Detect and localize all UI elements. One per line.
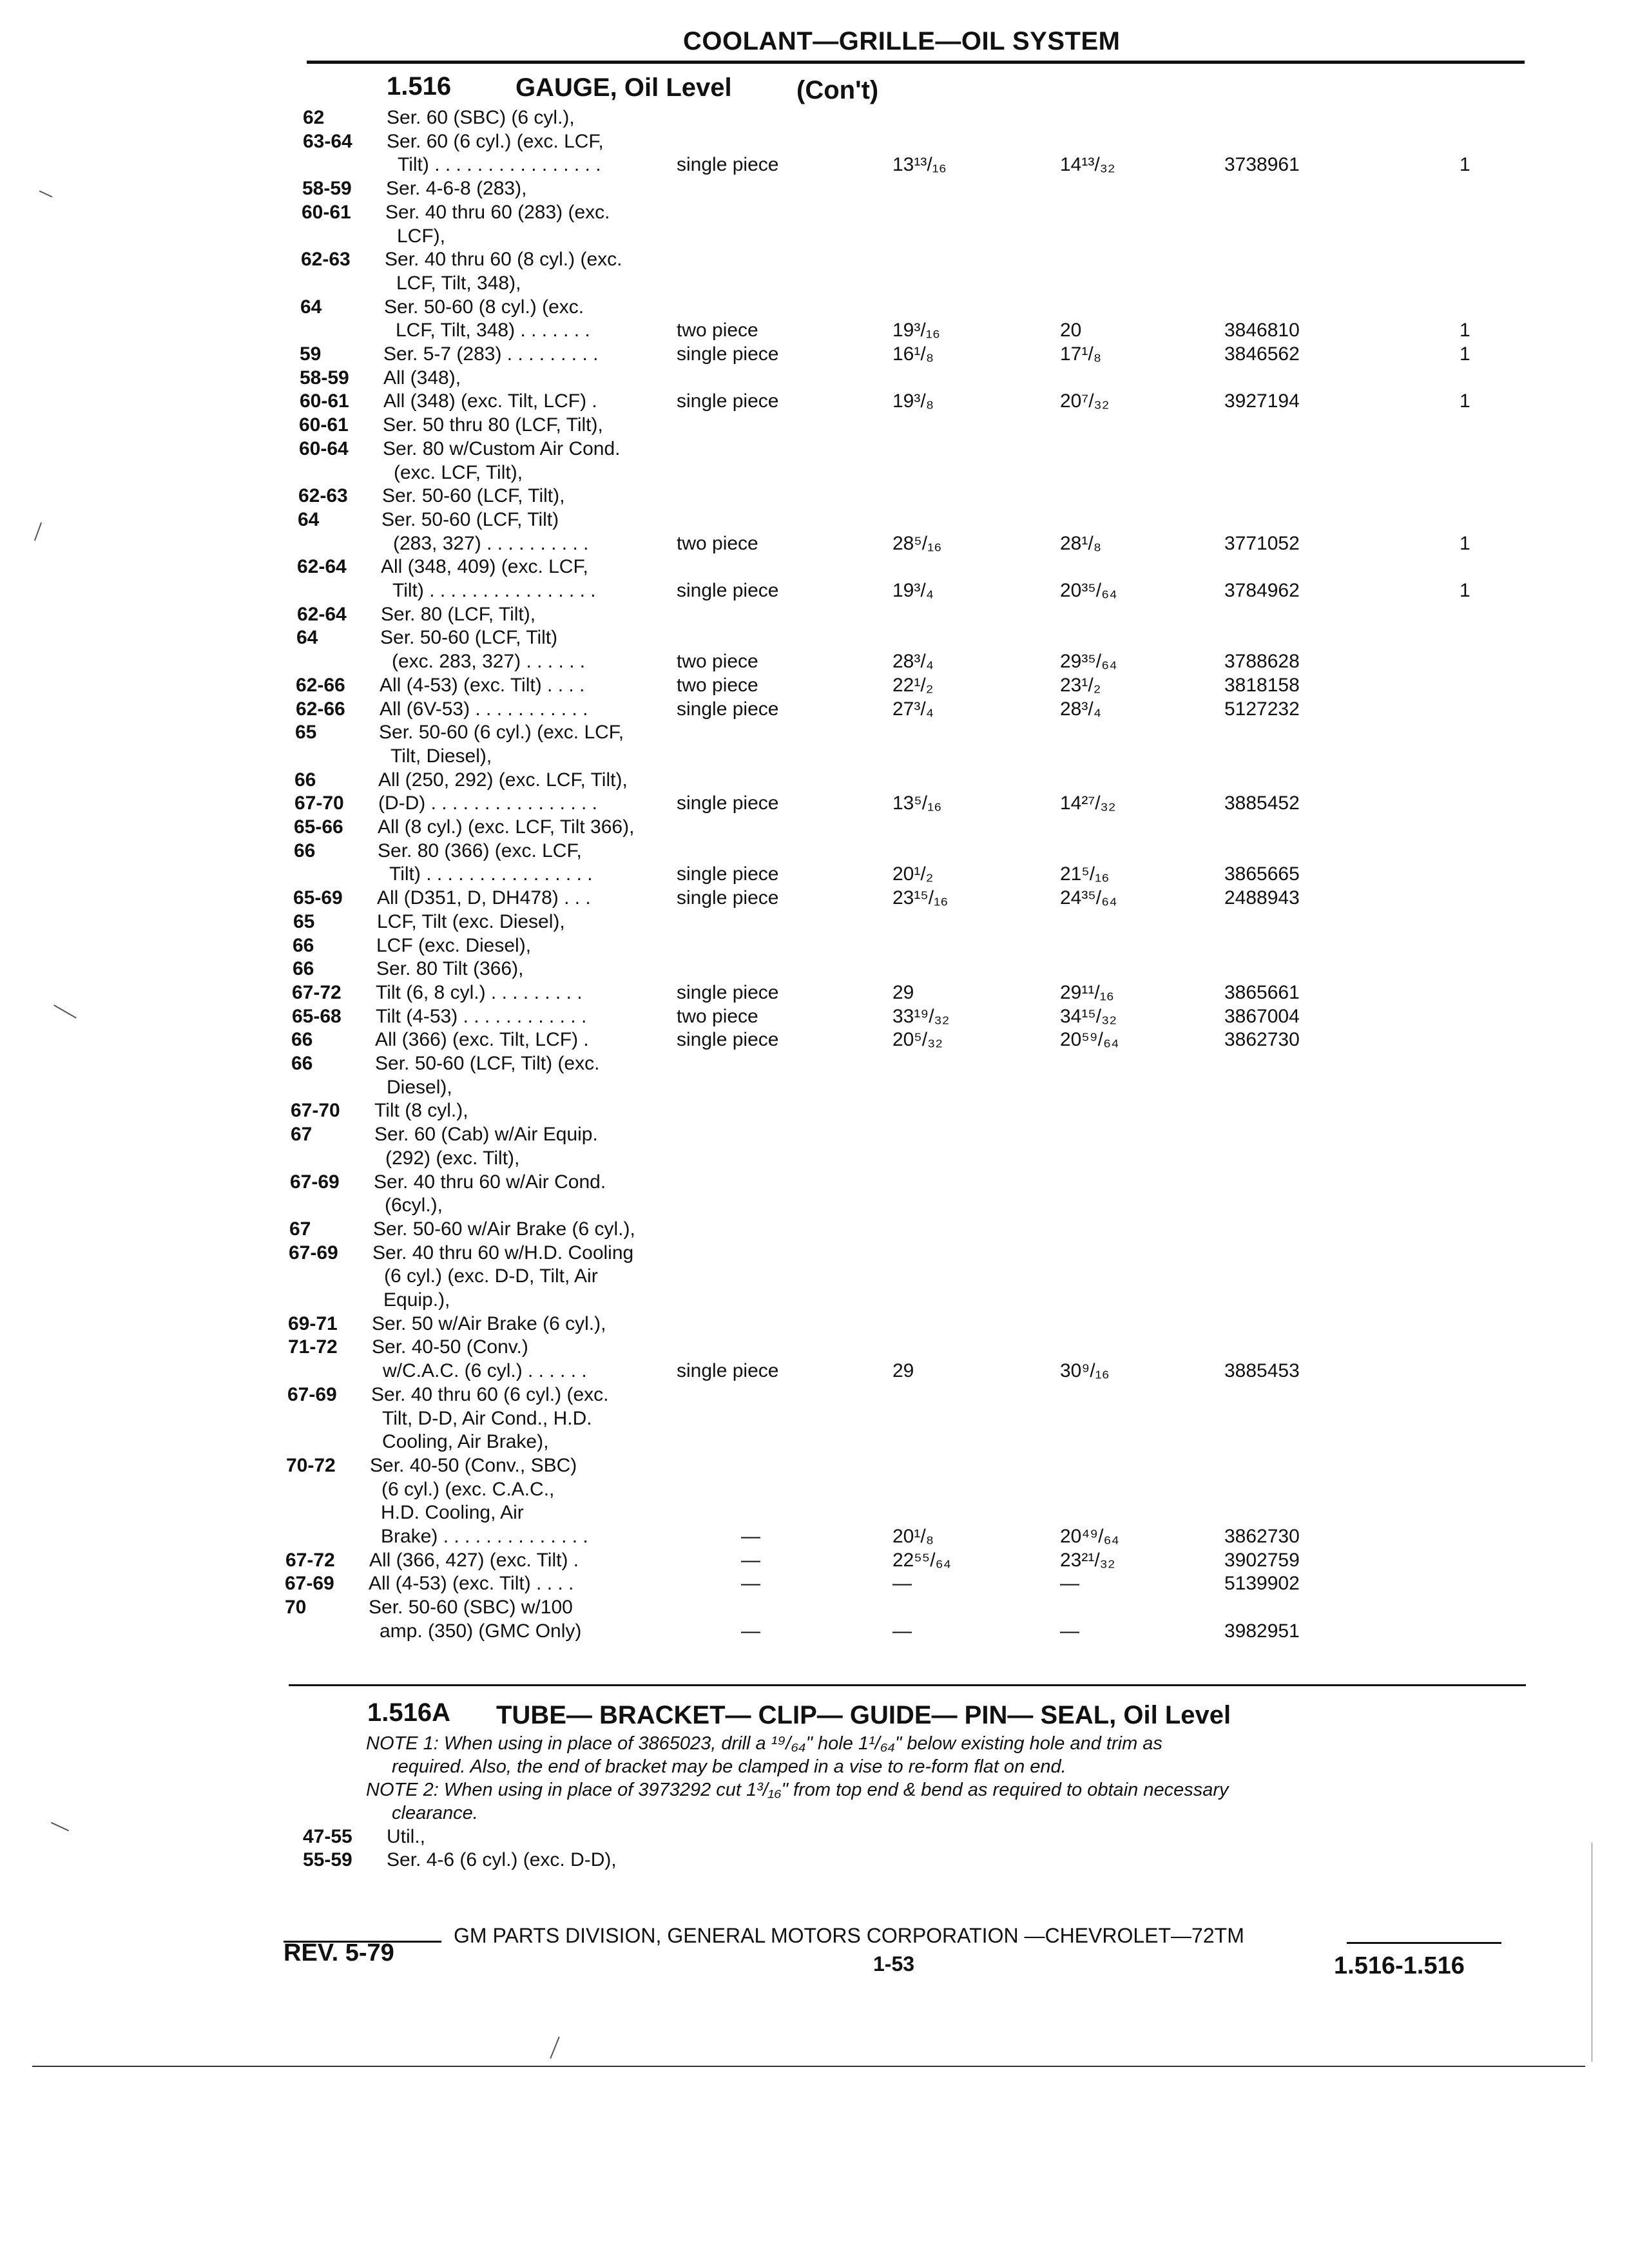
- application-description: Tilt (8 cyl.),: [374, 1100, 468, 1122]
- length-2: 29¹¹/₁₆: [1060, 981, 1114, 1003]
- table-row: [0, 1077, 1629, 1099]
- year-range: 70-72: [286, 1454, 336, 1476]
- part-number: 3867004: [1224, 1005, 1300, 1027]
- application-description: LCF, Tilt, 348),: [396, 272, 521, 294]
- table-row: [0, 1171, 1629, 1193]
- year-range: 58-59: [300, 367, 349, 389]
- part-number: 3862730: [1224, 1526, 1300, 1547]
- section-1516a-number: 1.516A: [367, 1698, 450, 1727]
- application-description: Ser. 60 (Cab) w/Air Equip.: [374, 1124, 598, 1146]
- note-1-line-1: NOTE 1: When using in place of 3865023, drill a ¹⁹/₆₄" hole 1¹/₆₄" below existing hole and trim as: [366, 1733, 1162, 1754]
- table-row: [0, 698, 1629, 720]
- year-range: 66: [293, 958, 314, 980]
- length-1: 33¹⁹/₃₂: [892, 1005, 950, 1027]
- application-description: (D-D) . . . . . . . . . . . . . . . .: [378, 793, 598, 814]
- length-2: 34¹⁵/₃₂: [1060, 1005, 1117, 1027]
- table-row: [0, 1431, 1629, 1453]
- application-description: Tilt) . . . . . . . . . . . . . . . .: [398, 154, 601, 176]
- quantity: 1: [1460, 532, 1470, 554]
- piece-type: —: [741, 1549, 760, 1571]
- application-description: Ser. 50 thru 80 (LCF, Tilt),: [383, 414, 603, 436]
- application-description: Ser. 50-60 (8 cyl.) (exc.: [384, 296, 584, 318]
- application-description: Cooling, Air Brake),: [382, 1431, 549, 1453]
- year-range: 66: [293, 934, 314, 956]
- length-1: 19³/₁₆: [892, 320, 940, 341]
- application-description: Ser. 50-60 w/Air Brake (6 cyl.),: [373, 1218, 635, 1240]
- page-header-title: COOLANT—GRILLE—OIL SYSTEM: [683, 27, 1121, 55]
- page-bottom-edge: [32, 2066, 1585, 2067]
- length-2: 30⁹/₁₆: [1060, 1360, 1110, 1382]
- application-description: All (4-53) (exc. Tilt) . . . .: [369, 1573, 574, 1595]
- table-row: [0, 226, 1629, 247]
- table-row: [0, 1006, 1629, 1028]
- application-description: (exc. 283, 327) . . . . . .: [392, 651, 586, 673]
- piece-type: two piece: [677, 674, 758, 696]
- application-description: Ser. 5-7 (283) . . . . . . . . .: [383, 343, 599, 365]
- application-description: All (366, 427) (exc. Tilt) .: [369, 1549, 579, 1571]
- length-1: 19³/₈: [892, 390, 934, 412]
- year-range: 59: [300, 343, 322, 365]
- part-number: 5139902: [1224, 1573, 1300, 1595]
- application-description: Ser. 80 (366) (exc. LCF,: [378, 840, 582, 861]
- application-description: Ser. 50-60 (LCF, Tilt): [380, 627, 558, 649]
- application-description: Diesel),: [387, 1076, 452, 1098]
- application-description: Ser. 4-6-8 (283),: [386, 178, 527, 200]
- table-row: [0, 816, 1629, 838]
- length-2: 23¹/₂: [1060, 674, 1101, 696]
- table-row: [0, 390, 1629, 412]
- quantity: 1: [1460, 343, 1470, 365]
- part-number: 3862730: [1224, 1029, 1300, 1051]
- footer-page-number: 1-53: [873, 1952, 915, 1975]
- table-row: [0, 651, 1629, 673]
- note-2-line-1: NOTE 2: When using in place of 3973292 cut 1³/₁₆" from top end & bend as required to obtain necessary: [366, 1780, 1229, 1800]
- year-range: 67: [289, 1218, 311, 1240]
- application-description: (6cyl.),: [385, 1195, 443, 1216]
- table-row: [0, 793, 1629, 814]
- scan-mark-5: [550, 2037, 559, 2059]
- application-description: All (366) (exc. Tilt, LCF) .: [375, 1029, 589, 1051]
- length-1: 23¹⁵/₁₆: [892, 887, 949, 909]
- piece-type: single piece: [677, 580, 779, 601]
- table-row: [0, 1597, 1629, 1619]
- application-description: (6 cyl.) (exc. D-D, Tilt, Air: [384, 1265, 598, 1287]
- footer-section-range: 1.516-1.516: [1334, 1952, 1465, 1979]
- table-row: [0, 982, 1629, 1004]
- table-row: [0, 911, 1629, 933]
- quantity: 1: [1460, 580, 1470, 601]
- table-row: [0, 1408, 1629, 1430]
- section-divider-rule: [289, 1684, 1526, 1686]
- part-number: 3771052: [1224, 532, 1300, 554]
- application-description: Tilt) . . . . . . . . . . . . . . . .: [392, 580, 596, 601]
- year-range: 67-69: [290, 1171, 340, 1193]
- year-range: 67-70: [291, 1100, 340, 1122]
- application-description: (292) (exc. Tilt),: [385, 1147, 520, 1169]
- year-range: 66: [294, 769, 316, 791]
- footer-publisher: GM PARTS DIVISION, GENERAL MOTORS CORPORATION —CHEVROLET—72TM: [454, 1924, 1244, 1947]
- year-range: 70: [285, 1597, 307, 1619]
- table-row: [0, 1313, 1629, 1335]
- year-range: 65-68: [292, 1005, 342, 1027]
- table-row: [0, 343, 1629, 365]
- table-row: [0, 1289, 1629, 1311]
- part-number: 3865661: [1224, 981, 1300, 1003]
- footer-revision: REV. 5-79: [284, 1939, 394, 1966]
- application-description: Ser. 40 thru 60 (6 cyl.) (exc.: [371, 1383, 609, 1405]
- part-number: 3865665: [1224, 863, 1300, 885]
- length-2: 29³⁵/₆₄: [1060, 651, 1117, 673]
- year-range: 62-64: [297, 556, 347, 578]
- application-description: Ser. 80 (LCF, Tilt),: [381, 603, 536, 625]
- part-number: 5127232: [1224, 698, 1300, 720]
- table-row: [0, 178, 1629, 200]
- year-range: 60-61: [302, 201, 351, 223]
- year-range: 64: [300, 296, 322, 318]
- piece-type: single piece: [677, 887, 779, 909]
- year-range: 65-69: [293, 887, 343, 909]
- piece-type: single piece: [677, 1029, 779, 1051]
- application-description: Tilt) . . . . . . . . . . . . . . . .: [389, 863, 593, 885]
- year-range: 47-55: [303, 1826, 352, 1847]
- part-number: 2488943: [1224, 887, 1300, 909]
- part-number: 3902759: [1224, 1549, 1300, 1571]
- header-rule: [307, 61, 1525, 64]
- year-range: 60-61: [299, 414, 349, 436]
- table-row: [0, 1826, 1629, 1848]
- application-description: Util.,: [387, 1826, 425, 1847]
- table-row: [0, 414, 1629, 436]
- application-description: Ser. 50-60 (6 cyl.) (exc. LCF,: [379, 722, 624, 744]
- piece-type: two piece: [677, 532, 758, 554]
- year-range: 62: [303, 107, 325, 128]
- note-2-line-2: clearance.: [392, 1803, 478, 1823]
- length-1: —: [892, 1573, 912, 1595]
- table-row: [0, 722, 1629, 744]
- year-range: 55-59: [303, 1849, 352, 1870]
- year-range: 62-63: [298, 485, 348, 507]
- year-range: 58-59: [302, 178, 352, 200]
- table-row: [0, 604, 1629, 626]
- section-1516-number: 1.516: [387, 72, 452, 101]
- table-row: [0, 509, 1629, 531]
- table-row: [0, 1620, 1629, 1642]
- application-description: H.D. Cooling, Air: [381, 1502, 524, 1524]
- table-row: [0, 1550, 1629, 1571]
- length-2: 20: [1060, 320, 1082, 341]
- length-1: 20¹/₈: [892, 1526, 934, 1547]
- application-description: Ser. 80 Tilt (366),: [376, 958, 524, 980]
- length-1: 28³/₄: [892, 651, 934, 673]
- footer-rule-right: [1347, 1942, 1501, 1944]
- application-description: LCF, Tilt, 348) . . . . . . .: [396, 320, 590, 341]
- year-range: 62-64: [297, 603, 347, 625]
- year-range: 62-63: [301, 249, 351, 271]
- piece-type: —: [741, 1620, 760, 1642]
- table-row: [0, 202, 1629, 224]
- year-range: 60-61: [300, 390, 349, 412]
- year-range: 67-69: [287, 1383, 337, 1405]
- length-1: 19³/₄: [892, 580, 934, 601]
- length-2: 24³⁵/₆₄: [1060, 887, 1117, 909]
- application-description: All (348),: [383, 367, 461, 389]
- part-number: 3788628: [1224, 651, 1300, 673]
- length-1: 16¹/₈: [892, 343, 934, 365]
- table-row: [0, 367, 1629, 389]
- application-description: Ser. 80 w/Custom Air Cond.: [383, 437, 621, 459]
- year-range: 65: [295, 722, 317, 744]
- table-row: [0, 131, 1629, 153]
- section-1516-continued: (Con't): [796, 76, 879, 104]
- length-2: 20³⁵/₆₄: [1060, 580, 1117, 601]
- length-2: 20⁴⁹/₆₄: [1060, 1526, 1119, 1547]
- year-range: 67: [291, 1124, 313, 1146]
- application-description: Ser. 40-50 (Conv.): [372, 1336, 528, 1358]
- table-row: [0, 887, 1629, 909]
- length-1: —: [892, 1620, 912, 1642]
- part-number: 3885453: [1224, 1360, 1300, 1382]
- application-description: Ser. 40 thru 60 (283) (exc.: [385, 201, 610, 223]
- year-range: 69-71: [288, 1312, 338, 1334]
- application-description: Ser. 60 (6 cyl.) (exc. LCF,: [387, 130, 604, 152]
- year-range: 66: [291, 1029, 313, 1051]
- piece-type: two piece: [677, 320, 758, 341]
- part-number: 3846810: [1224, 320, 1300, 341]
- length-1: 27³/₄: [892, 698, 934, 720]
- length-1: 13¹³/₁₆: [892, 154, 947, 176]
- application-description: Ser. 50 w/Air Brake (6 cyl.),: [372, 1312, 606, 1334]
- quantity: 1: [1460, 320, 1470, 341]
- table-row: [0, 1455, 1629, 1477]
- application-description: All (D351, D, DH478) . . .: [377, 887, 591, 909]
- table-row: [0, 1053, 1629, 1075]
- length-2: 23²¹/₃₂: [1060, 1549, 1115, 1571]
- length-2: —: [1060, 1620, 1079, 1642]
- table-row: [0, 533, 1629, 555]
- table-row: [0, 863, 1629, 885]
- piece-type: single piece: [677, 343, 779, 365]
- table-row: [0, 1849, 1629, 1871]
- section-1516a-name: TUBE— BRACKET— CLIP— GUIDE— PIN— SEAL, Oil Level: [496, 1701, 1231, 1729]
- table-row: [0, 1479, 1629, 1501]
- application-description: Tilt (6, 8 cyl.) . . . . . . . . .: [376, 981, 583, 1003]
- table-row: [0, 249, 1629, 271]
- length-2: 28³/₄: [1060, 698, 1101, 720]
- application-description: LCF),: [397, 225, 445, 247]
- table-row: [0, 1502, 1629, 1524]
- year-range: 63-64: [303, 130, 352, 152]
- table-row: [0, 580, 1629, 602]
- piece-type: single piece: [677, 154, 779, 176]
- application-description: LCF, Tilt (exc. Diesel),: [377, 910, 565, 932]
- application-description: (exc. LCF, Tilt),: [394, 461, 523, 483]
- table-row: [0, 1384, 1629, 1406]
- length-1: 29: [892, 981, 914, 1003]
- quantity: 1: [1460, 390, 1470, 412]
- application-description: All (4-53) (exc. Tilt) . . . .: [380, 674, 585, 696]
- part-number: 3818158: [1224, 674, 1300, 696]
- year-range: 62-66: [296, 674, 345, 696]
- table-row: [0, 1573, 1629, 1595]
- part-number: 3846562: [1224, 343, 1300, 365]
- year-range: 60-64: [299, 437, 349, 459]
- application-description: Brake) . . . . . . . . . . . . . .: [381, 1526, 588, 1547]
- application-description: Ser. 40 thru 60 w/Air Cond.: [374, 1171, 606, 1193]
- application-description: Ser. 40 thru 60 w/H.D. Cooling: [372, 1242, 634, 1264]
- part-number: 3885452: [1224, 793, 1300, 814]
- application-description: Ser. 50-60 (LCF, Tilt): [381, 508, 559, 530]
- length-2: 21⁵/₁₆: [1060, 863, 1110, 885]
- table-row: [0, 1526, 1629, 1548]
- piece-type: single piece: [677, 1360, 779, 1382]
- table-row: [0, 769, 1629, 791]
- year-range: 64: [298, 508, 320, 530]
- table-row: [0, 1265, 1629, 1287]
- application-description: Tilt, Diesel),: [390, 745, 492, 767]
- year-range: 62-66: [296, 698, 345, 720]
- application-description: All (348) (exc. Tilt, LCF) .: [383, 390, 597, 412]
- year-range: 65: [293, 910, 315, 932]
- table-row: [0, 556, 1629, 578]
- table-row: [0, 1100, 1629, 1122]
- length-2: 20⁷/₃₂: [1060, 390, 1110, 412]
- application-description: Ser. 4-6 (6 cyl.) (exc. D-D),: [387, 1849, 617, 1870]
- table-row: [0, 935, 1629, 957]
- length-2: 20⁵⁹/₆₄: [1060, 1029, 1119, 1051]
- quantity: 1: [1460, 154, 1470, 176]
- piece-type: single piece: [677, 793, 779, 814]
- year-range: 65-66: [294, 816, 343, 838]
- piece-type: single piece: [677, 698, 779, 720]
- table-row: [0, 485, 1629, 507]
- table-row: [0, 745, 1629, 767]
- year-range: 66: [294, 840, 316, 861]
- application-description: (283, 327) . . . . . . . . . .: [393, 532, 589, 554]
- application-description: Ser. 50-60 (LCF, Tilt) (exc.: [375, 1053, 600, 1074]
- table-row: [0, 462, 1629, 484]
- table-row: [0, 675, 1629, 697]
- application-description: Ser. 40-50 (Conv., SBC): [370, 1454, 577, 1476]
- application-description: Ser. 40 thru 60 (8 cyl.) (exc.: [385, 249, 622, 271]
- length-1: 29: [892, 1360, 914, 1382]
- piece-type: two piece: [677, 1005, 758, 1027]
- table-row: [0, 154, 1629, 176]
- application-description: w/C.A.C. (6 cyl.) . . . . . .: [383, 1360, 587, 1382]
- application-description: (6 cyl.) (exc. C.A.C.,: [381, 1478, 555, 1500]
- application-description: amp. (350) (GMC Only): [380, 1620, 582, 1642]
- length-1: 20¹/₂: [892, 863, 934, 885]
- part-number: 3927194: [1224, 390, 1300, 412]
- table-row: [0, 1218, 1629, 1240]
- table-row: [0, 958, 1629, 980]
- table-row: [0, 438, 1629, 460]
- length-2: 14¹³/₃₂: [1060, 154, 1115, 176]
- application-description: Ser. 50-60 (SBC) w/100: [369, 1597, 573, 1619]
- table-row: [0, 296, 1629, 318]
- piece-type: single piece: [677, 390, 779, 412]
- length-2: 17¹/₈: [1060, 343, 1102, 365]
- year-range: 67-70: [294, 793, 344, 814]
- length-1: 22⁵⁵/₆₄: [892, 1549, 951, 1571]
- application-description: LCF (exc. Diesel),: [376, 934, 532, 956]
- table-row: [0, 273, 1629, 294]
- application-description: All (6V-53) . . . . . . . . . . .: [380, 698, 588, 720]
- table-row: [0, 1195, 1629, 1216]
- length-2: 14²⁷/₃₂: [1060, 793, 1116, 814]
- table-row: [0, 1124, 1629, 1146]
- piece-type: single piece: [677, 981, 779, 1003]
- section-1516-name: GAUGE, Oil Level: [516, 73, 732, 102]
- piece-type: —: [741, 1573, 760, 1595]
- length-2: —: [1060, 1573, 1079, 1595]
- year-range: 71-72: [288, 1336, 338, 1358]
- length-1: 22¹/₂: [892, 674, 934, 696]
- table-row: [0, 320, 1629, 341]
- application-description: Tilt (4-53) . . . . . . . . . . . .: [376, 1005, 587, 1027]
- table-row: [0, 1242, 1629, 1264]
- application-description: All (250, 292) (exc. LCF, Tilt),: [378, 769, 628, 791]
- part-number: 3982951: [1224, 1620, 1300, 1642]
- length-2: 28¹/₈: [1060, 532, 1102, 554]
- length-1: 20⁵/₃₂: [892, 1029, 943, 1051]
- year-range: 64: [296, 627, 318, 649]
- table-row: [0, 107, 1629, 129]
- year-range: 67-72: [292, 981, 342, 1003]
- year-range: 67-69: [285, 1573, 334, 1595]
- application-description: Tilt, D-D, Air Cond., H.D.: [382, 1407, 592, 1429]
- table-row: [0, 1029, 1629, 1051]
- year-range: 67-72: [285, 1549, 335, 1571]
- part-number: 3784962: [1224, 580, 1300, 601]
- year-range: 66: [291, 1053, 313, 1074]
- table-row: [0, 627, 1629, 649]
- piece-type: two piece: [677, 651, 758, 673]
- table-row: [0, 1148, 1629, 1169]
- year-range: 67-69: [289, 1242, 338, 1264]
- length-1: 13⁵/₁₆: [892, 793, 942, 814]
- application-description: Ser. 50-60 (LCF, Tilt),: [382, 485, 565, 507]
- note-1-line-2: required. Also, the end of bracket may be clamped in a vise to re-form flat on end.: [392, 1756, 1066, 1777]
- table-row: [0, 1360, 1629, 1382]
- application-description: All (348, 409) (exc. LCF,: [381, 556, 588, 578]
- piece-type: single piece: [677, 863, 779, 885]
- table-row: [0, 1336, 1629, 1358]
- piece-type: —: [741, 1526, 760, 1547]
- application-description: Ser. 60 (SBC) (6 cyl.),: [387, 107, 575, 128]
- table-row: [0, 840, 1629, 862]
- application-description: All (8 cyl.) (exc. LCF, Tilt 366),: [378, 816, 635, 838]
- application-description: Equip.),: [383, 1289, 450, 1311]
- length-1: 28⁵/₁₆: [892, 532, 942, 554]
- part-number: 3738961: [1224, 154, 1300, 176]
